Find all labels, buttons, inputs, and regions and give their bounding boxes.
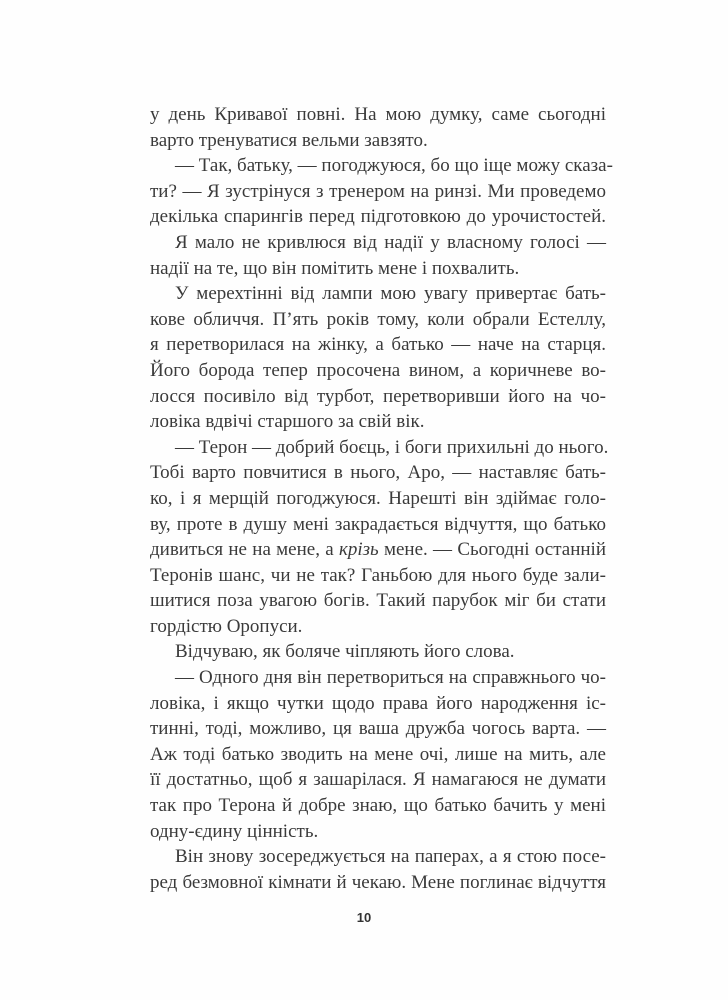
text-line: У мерехтінні від лампи мою увагу привертає бать-	[175, 283, 606, 305]
text-line: — Так, батьку, — погоджуюся, бо що іще можу сказа-	[175, 155, 613, 177]
text-line: ко, і я мерщій погоджуюся. Нарешті він здіймає голо-	[150, 487, 606, 509]
page-number: 10	[356, 910, 372, 925]
text-line: Я мало не кривлюся від надії у власному голосі —	[175, 231, 606, 253]
text-line: Його борода тепер просочена вином, а коричневе во-	[150, 359, 606, 381]
text-line: варто тренуватися вельми завзято.	[150, 129, 428, 151]
text-line: — Терон — добрий боєць, і боги прихильні до нього.	[175, 436, 609, 458]
text-line: я перетворилася на жінку, а батько — наче на старця.	[150, 334, 606, 356]
text-line: декілька спарингів перед підготовкою до урочистостей.	[150, 206, 606, 228]
body-text	[150, 102, 613, 895]
text-line: Теронів шанс, чи не так? Ганьбою для нього буде зали-	[150, 564, 606, 586]
text-line: її достатньо, щоб я зашарілася. Я намагаюся не думати	[150, 769, 606, 791]
text-line: лосся посивіло від турбот, перетворивши його на чо-	[150, 385, 606, 407]
text-line: ловіка, і якщо чутки щодо права його народження іс-	[150, 692, 606, 714]
text-line: у день Кривавої повні. На мою думку, саме сьогодні	[150, 104, 606, 125]
text-line: — Одного дня він перетвориться на справжнього чо-	[175, 667, 606, 689]
text-line: надії на те, що він помітить мене і похвалить.	[150, 257, 520, 279]
italic-word: крізь	[338, 539, 379, 561]
text-line: Аж тоді батько зводить на мене очі, лише на мить, але	[150, 743, 606, 765]
text-line: шитися поза увагою богів. Такий парубок міг би стати	[150, 590, 606, 612]
text-line: ву, проте в душу мені закрадається відчуття, що батько	[150, 513, 606, 535]
text-line: Відчуваю, як боляче чіпляють його слова.	[175, 641, 515, 663]
text-line: ти? — Я зустрінуся з тренером на ринзі. Ми проведемо	[150, 180, 606, 202]
text-segment: дивиться не на мене, а	[150, 539, 339, 561]
text-line: одну-єдину цінність.	[150, 820, 319, 842]
text-segment: мене. — Сьогодні останній	[378, 539, 606, 561]
text-line	[150, 537, 606, 563]
text-line: кове обличчя. П’ять років тому, коли обрали Естеллу,	[150, 308, 606, 330]
text-line: так про Терона й добре знаю, що батько бачить у мені	[150, 795, 606, 817]
text-line: ред безмовної кімнати й чекаю. Мене поглинає відчуття	[150, 871, 606, 893]
text-line: ловіка вдвічі старшого за свій вік.	[150, 411, 425, 433]
text-line: Він знову зосереджується на паперах, а я стою посе-	[175, 846, 606, 868]
text-line: гордістю Оропуси.	[150, 615, 303, 637]
text-line: тинні, тоді, можливо, ця ваша дружба чогось варта. —	[150, 718, 606, 740]
text-line: Тобі варто повчитися в нього, Аро, — наставляє бать-	[150, 462, 606, 484]
